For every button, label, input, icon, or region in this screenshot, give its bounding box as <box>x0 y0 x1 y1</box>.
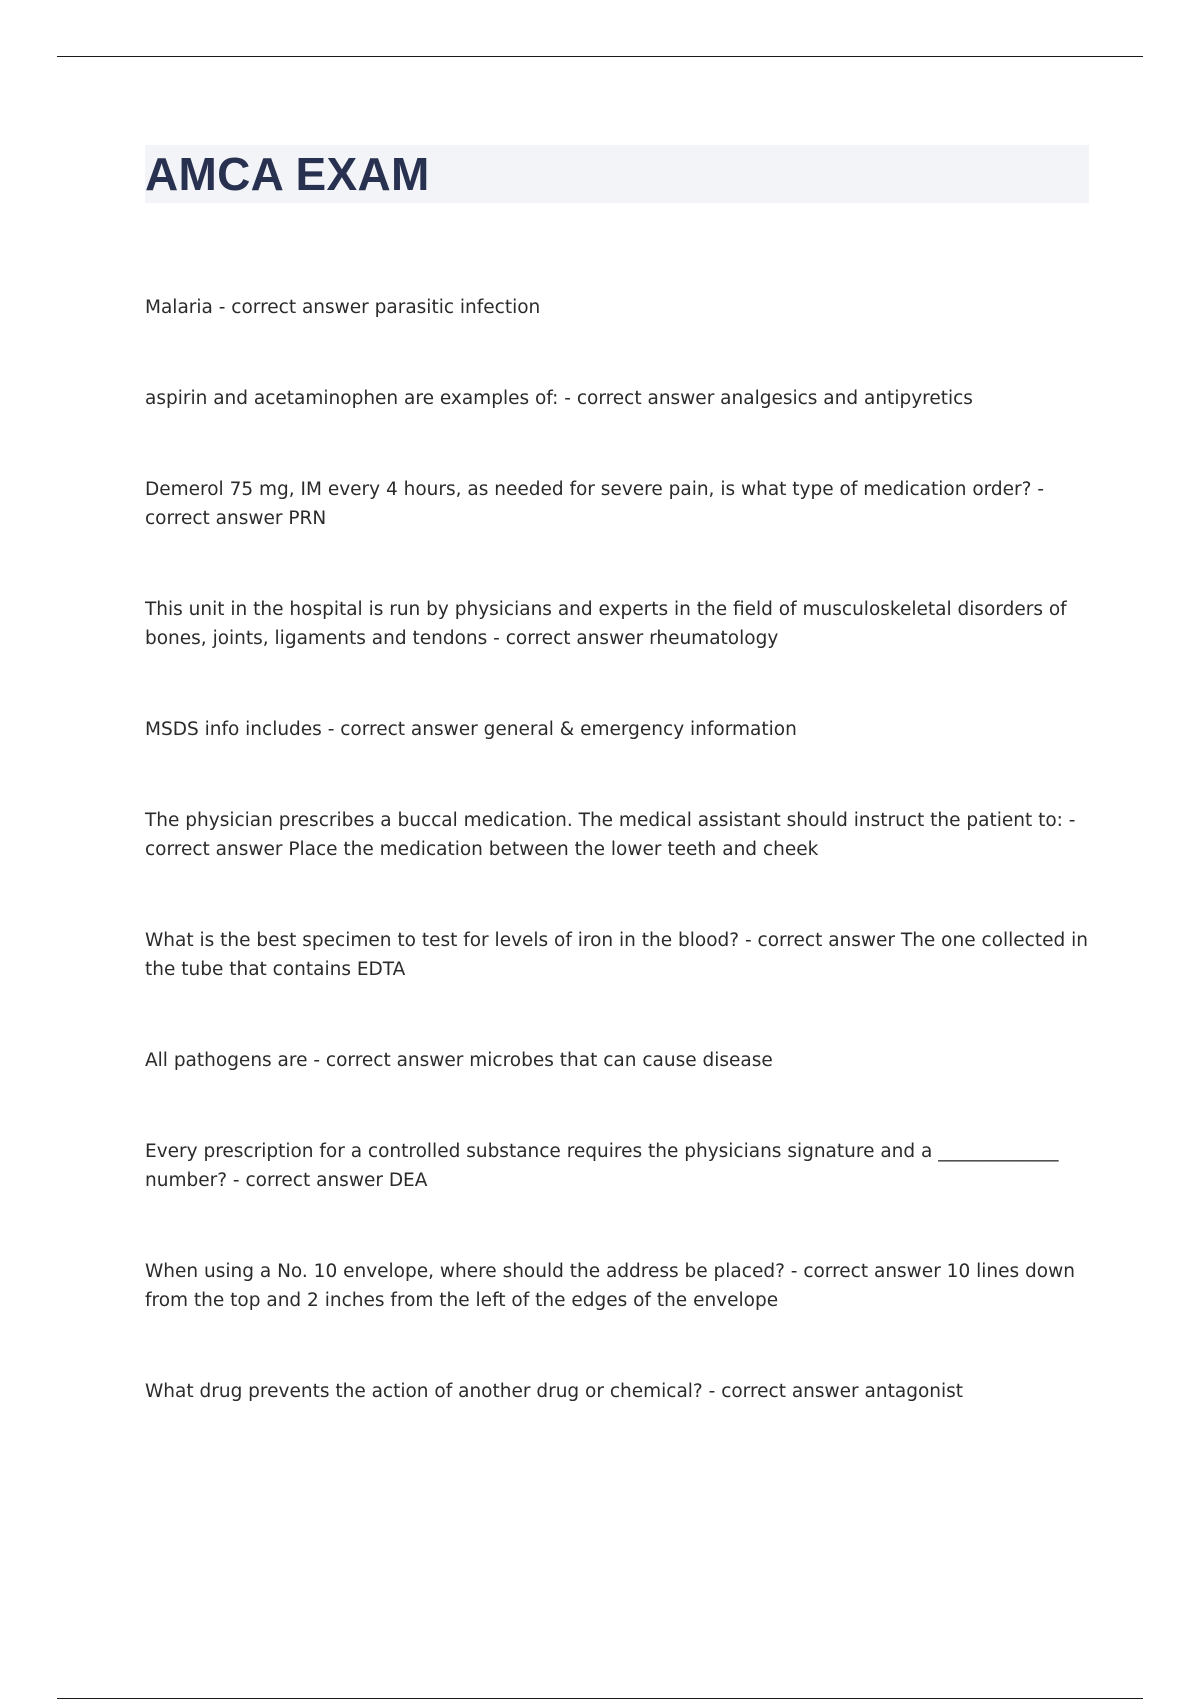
qa-item: MSDS info includes - correct answer general & emergency information <box>145 719 797 740</box>
qa-item: All pathogens are - correct answer microbes that can cause disease <box>145 1050 773 1071</box>
footer-rule <box>57 1698 1143 1699</box>
qa-item: Demerol 75 mg, IM every 4 hours, as needed for severe pain, is what type of medication order? - correct answer PRN <box>145 479 1045 529</box>
document-title: AMCA EXAM <box>145 148 430 200</box>
qa-item: The physician prescribes a buccal medication. The medical assistant should instruct the patient to: - correct answer Place the medication between the lower teeth and cheek <box>145 810 1076 860</box>
qa-item: What drug prevents the action of another drug or chemical? - correct answer antagonist <box>145 1381 964 1402</box>
header-rule <box>57 56 1143 57</box>
qa-item: Every prescription for a controlled substance requires the physicians signature and a _____________ number? - correct answer DEA <box>145 1141 1059 1191</box>
qa-item: When using a No. 10 envelope, where should the address be placed? - correct answer 10 lines down from the top and 2 inches from the left of the edges of the envelope <box>145 1261 1075 1311</box>
qa-item: aspirin and acetaminophen are examples of: - correct answer analgesics and antipyretics <box>145 388 973 409</box>
qa-item: Malaria - correct answer parasitic infection <box>145 297 541 318</box>
qa-list <box>145 293 1090 1468</box>
qa-item: What is the best specimen to test for levels of iron in the blood? - correct answer The one collected in the tube that contains EDTA <box>145 930 1088 980</box>
qa-item: This unit in the hospital is run by physicians and experts in the field of musculoskeletal disorders of bones, joints, ligaments and tendons - correct answer rheumatology <box>145 599 1067 649</box>
